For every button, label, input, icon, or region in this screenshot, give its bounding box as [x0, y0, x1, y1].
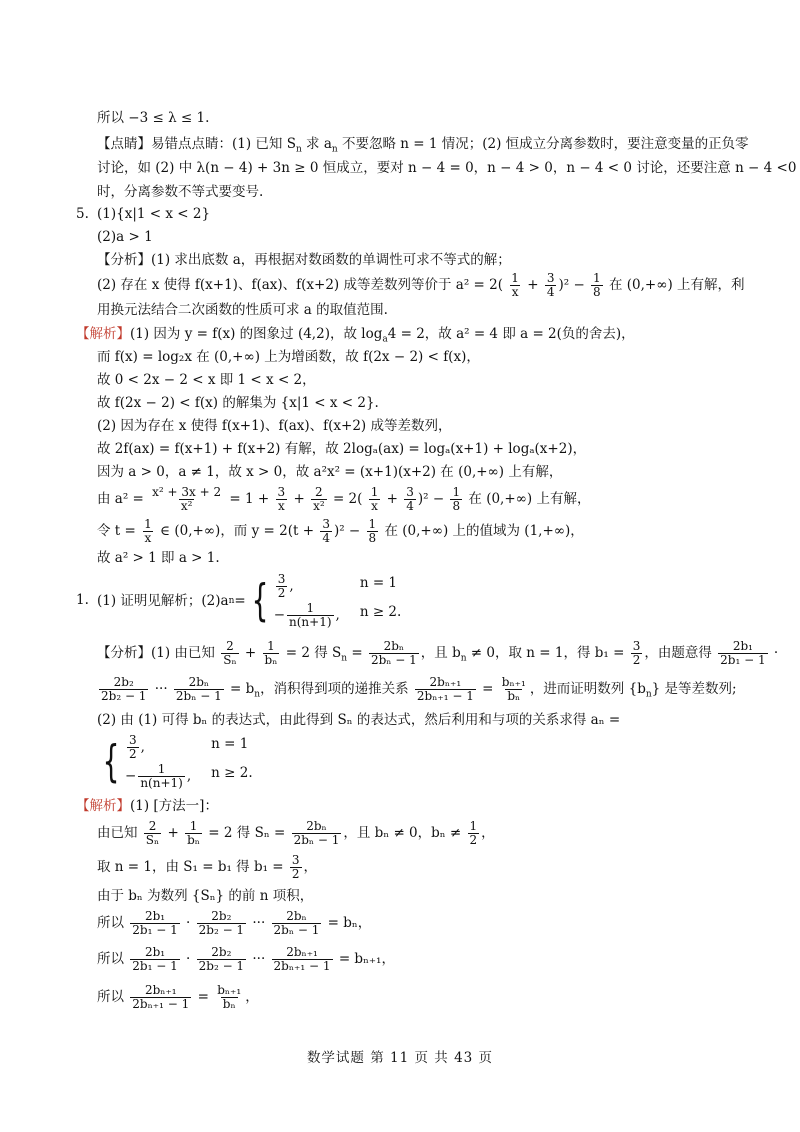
brace-icon: {	[102, 736, 120, 787]
text-line: 故 a² > 1 即 a > 1.	[97, 550, 220, 566]
text-line: 时，分离参数不等式要变号.	[97, 184, 264, 200]
formula-line: 所以 $\frac{\text{2b₁}}{\text{2b₁ − 1}}$ · $\frac{\text{2b₂}}{\text{2b₂ − 1}}$ ··· $\frac{\text{2bₙ}}{\text{2bₙ − 1}}$ = bₙ，	[97, 909, 372, 937]
text-line: 而 f(x) = log₂x 在 (0,+∞) 上为增函数，故 f(2x − 2) < f(x)，	[97, 349, 480, 365]
formula-line: $\frac{\text{2b₂}}{\text{2b₂ − 1}}$ ··· $\frac{\text{2bₙ}}{\text{2bₙ − 1}}$ = $b_n$，消积得到项的递推关系 $\frac{\text{2bₙ₊₁}}{\text{2bₙ₊₁ − 1}}$ = $\frac{\text{bₙ₊₁}}{\text{bₙ}}$ ，进而证明数列 $\{b_n\}$ 是等差数列;	[101, 675, 737, 703]
formula-line: (1) 证明见解析；(2)a n = { $\frac{3}{2}$ , n = 1 − $\frac{1}{n(n+1)}$ , n ≥ 2.	[97, 572, 402, 629]
formula-line: 所以 $\frac{\text{2bₙ₊₁}}{\text{2bₙ₊₁ − 1}}$ = $\frac{\text{bₙ₊₁}}{\text{bₙ}}$ ，	[97, 983, 259, 1011]
text-line: 由于 bₙ 为数列 {Sₙ} 的前 n 项积，	[97, 888, 314, 904]
formula-line: 由 a² = $\frac{\text{x² + 3x + 2}}{\text{x²}}$ = 1 + $\frac{3}{x}$ + $\frac{2}{\text{x²}}$ = 2( $\frac{1}{x}$ + $\frac{3}{4}$ )² − $\frac{1}{8}$ 在 (0,+∞) 上有解，	[97, 485, 591, 513]
text-line: 【分析】(1) 求出底数 a，再根据对数函数的单调性可求不等式的解；	[97, 252, 511, 268]
formula-line: 取 n = 1，由 S₁ = b₁ 得 b₁ = $\frac{3}{2}$ ，	[97, 853, 318, 881]
question-number: 5.	[76, 206, 89, 222]
page-footer: 数学试题 第 11 页 共 43 页	[306, 1050, 494, 1066]
brace-icon: {	[251, 575, 269, 626]
text-line: 因为 a > 0，a ≠ 1，故 x > 0，故 a²x² = (x+1)(x+2) 在 (0,+∞) 上有解，	[97, 464, 563, 480]
text-line: 所以 −3 ≤ λ ≤ 1.	[97, 110, 210, 126]
text-line: 故 0 < 2x − 2 < x 即 1 < x < 2，	[97, 372, 316, 388]
text-line: 【解析】(1) [方法一]：	[76, 798, 218, 814]
formula-line: 由已知 $\frac{2}{\text{Sₙ}}$ + $\frac{1}{\text{bₙ}}$ = 2 得 Sₙ = $\frac{\text{2bₙ}}{\text{2bₙ − 1}}$ ，且 bₙ ≠ 0，bₙ ≠ $\frac{1}{2}$ ，	[97, 819, 495, 847]
analysis-label: 【解析】	[76, 798, 130, 814]
tag-label: 【点睛】	[97, 136, 151, 152]
piecewise: $\frac{3}{2}$ , n = 1 − $\frac{1}{n(n+1)}$ , n ≥ 2.	[125, 733, 253, 790]
text-line: 讨论，如 (2) 中 λ(n − 4) + 3n ≥ 0 恒成立，要对 n − 4 = 0，n − 4 > 0，n − 4 < 0 讨论，还要注意 n − 4 <0	[97, 160, 797, 176]
fraction: $\frac{2}{\text{x²}}$	[313, 485, 325, 513]
text-line: 【解析】(1) 因为 y = f(x) 的图象过 (4,2)，故 $\log_a4 = 2$，故 a² = 4 即 a = 2(负的舍去)，	[76, 326, 635, 345]
fraction: $\frac{1}{8}$	[452, 485, 461, 513]
text-line: (2) 因为存在 x 使得 f(x+1)、f(ax)、f(x+2) 成等差数列，	[97, 418, 452, 434]
text-line: (1){x|1 < x < 2}	[97, 206, 211, 222]
tag-label: 【分析】	[97, 645, 151, 661]
fraction: $\frac{\text{x² + 3x + 2}}{\text{x²}}$	[152, 485, 222, 513]
fraction: $\frac{1}{8}$	[593, 271, 601, 299]
fraction: $\frac{3}{4}$	[406, 485, 414, 513]
formula-line: (2) 存在 x 使得 f(x+1)、f(ax)、f(x+2) 成等差数列等价于 a² = 2( $\frac{1}{x}$ + $\frac{3}{4}$ )² − $\frac{1}{8}$ 在 (0,+∞) 上有解，利	[97, 271, 745, 299]
text-line: 【点睛】易错点点睛：(1) 已知 $S_n$ 求 $a_n$ 不要忽略 n = 1 情况；(2) 恒成立分离参数时，要注意变量的正负零	[97, 136, 749, 155]
analysis-label: 【解析】	[76, 326, 130, 342]
fraction: $\frac{1}{8}$	[368, 517, 377, 545]
piecewise: $\frac{3}{2}$ , n = 1 − $\frac{1}{n(n+1)}$ , n ≥ 2.	[273, 572, 402, 629]
fraction: $\frac{1}{x}$	[144, 517, 152, 545]
formula-line: 所以 $\frac{\text{2b₁}}{\text{2b₁ − 1}}$ · $\frac{\text{2b₂}}{\text{2b₂ − 1}}$ ··· $\frac{\text{2bₙ₊₁}}{\text{2bₙ₊₁ − 1}}$ = bₙ₊₁，	[97, 945, 395, 973]
fraction: $\frac{3}{x}$	[277, 485, 286, 513]
tag-label: 【分析】	[97, 252, 151, 268]
text-line: 故 f(2x − 2) < f(x) 的解集为 {x|1 < x < 2}.	[97, 395, 379, 411]
fraction: $\frac{3}{4}$	[322, 517, 330, 545]
formula-line: 【分析】(1) 由已知 $\frac{2}{\text{Sₙ}}$ + $\frac{1}{\text{bₙ}}$ = 2 得 $S_n$ = $\frac{\text{2bₙ}}{\text{2bₙ − 1}}$ ，且 $b_n \ne 0$，取 n = 1，得 b₁ = $\frac{3}{2}$ ，由题意得 $\frac{\text{2b₁}}{\text{2b₁ − 1}}$ ·	[97, 639, 779, 667]
formula-line	[97, 732, 253, 792]
fraction: $\frac{3}{4}$	[546, 271, 555, 299]
text-line: (2) 由 (1) 可得 bₙ 的表达式，由此得到 Sₙ 的表达式，然后利用和与项的关系求得 aₙ =	[97, 712, 621, 728]
text-line: 故 2f(ax) = f(x+1) + f(x+2) 有解，故 2logₐ(ax) = logₐ(x+1) + logₐ(x+2)，	[97, 441, 587, 457]
fraction: $\frac{1}{x}$	[370, 485, 379, 513]
fraction: $\frac{1}{x}$	[511, 271, 519, 299]
question-number: 1.	[76, 592, 89, 608]
formula-line: 令 t = $\frac{1}{x}$ ∈ (0,+∞)，而 y = 2(t + $\frac{3}{4}$ )² − $\frac{1}{8}$ 在 (0,+∞) 上的值域为 (1,+∞)，	[97, 517, 584, 545]
text-line: 用换元法结合二次函数的性质可求 a 的取值范围.	[97, 302, 388, 318]
text-line: (2)a > 1	[97, 229, 153, 245]
